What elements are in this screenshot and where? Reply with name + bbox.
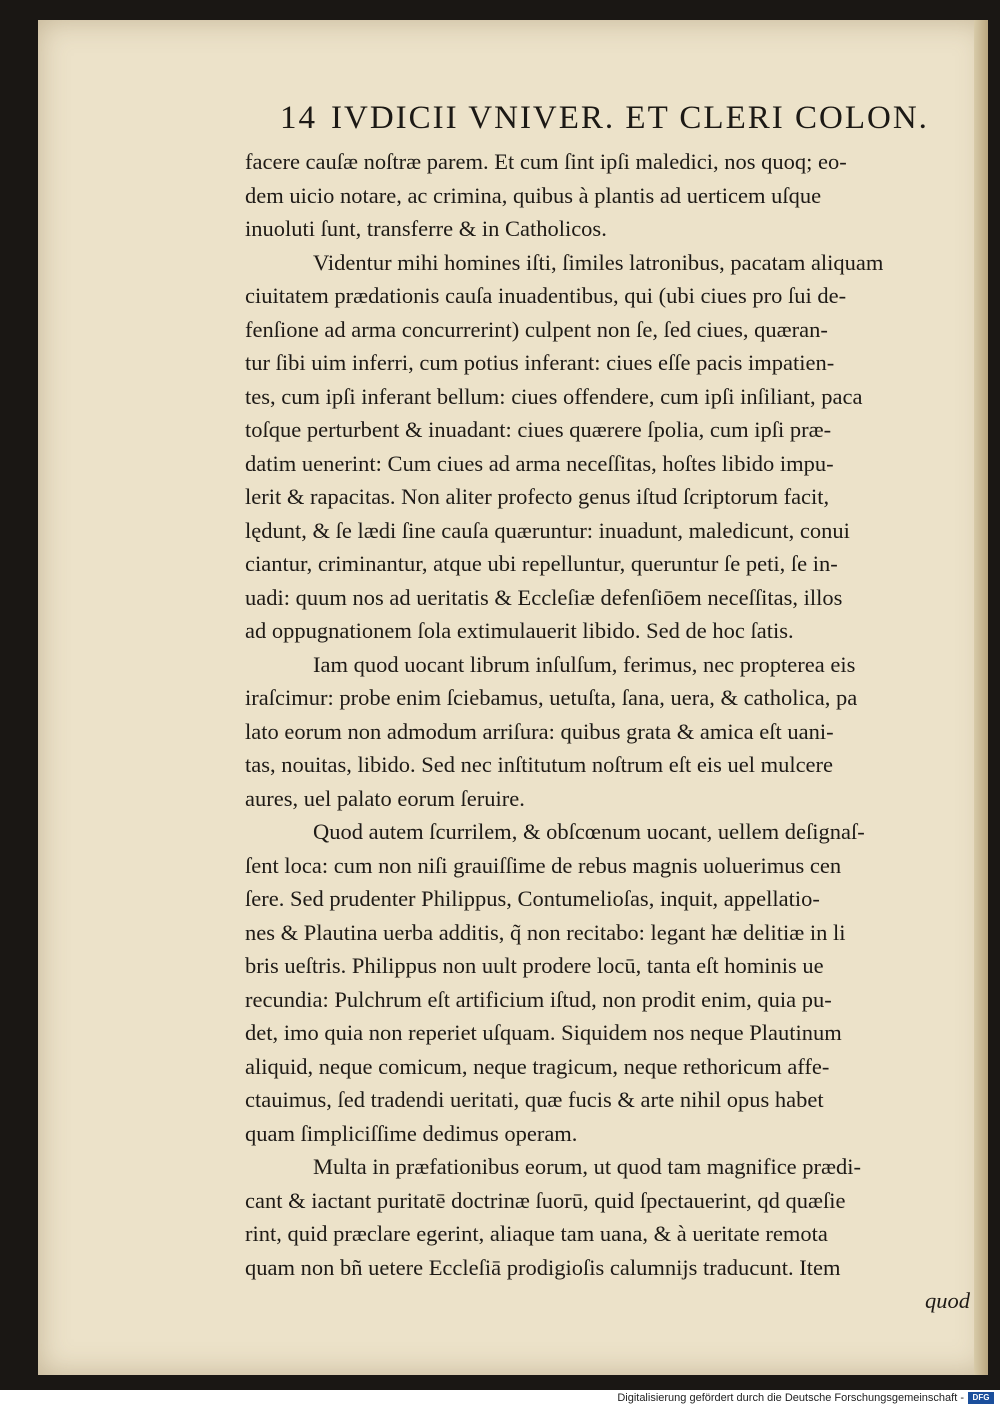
text-line: lato eorum non admodum arriſura: quibus grata & amica eſt uani-	[245, 718, 834, 744]
text-line: recundia: Pulchrum eſt artificium iſtud, non prodit enim, quia pu-	[245, 986, 832, 1012]
text-line: det, imo quia non reperiet uſquam. Siquidem nos neque Plautinum	[245, 1020, 842, 1045]
text-line: iraſcimur: probe enim ſciebamus, uetuſta, ſana, uera, & catholica, pa	[245, 685, 858, 710]
text-line: quam non bñ uetere Eccleſiā prodigioſis calumnijs traducunt. Item	[245, 1254, 841, 1280]
digitization-credit: Digitalisierung gefördert durch die Deutsche Forschungsgemeinschaft -	[617, 1392, 964, 1404]
text-line: ciantur, criminantur, atque ubi repelluntur, queruntur ſe peti, ſe in-	[245, 551, 838, 576]
text-line: tur ſibi uim inferri, cum potius inferant: ciues eſſe pacis impatien-	[245, 350, 835, 375]
running-title: IVDICII VNIVER. ET CLERI COLON.	[331, 100, 929, 136]
text-line: toſque perturbent & inuadant: ciues quærere ſpolia, cum ipſi præ-	[245, 417, 832, 442]
text-line: bris ueſtris. Philippus non uult prodere locū, tanta eſt hominis ue	[245, 953, 824, 978]
text-line: Multa in præfationibus eorum, ut quod tam magnifice prædi-	[313, 1154, 862, 1179]
page-text	[245, 145, 970, 1318]
page-number: 14	[280, 100, 317, 136]
text-line: aliquid, neque comicum, neque tragicum, neque rethoricum affe-	[245, 1053, 830, 1079]
text-line: tes, cum ipſi inferant bellum: ciues offendere, cum ipſi inſiliant, paca	[245, 383, 863, 409]
text-line: inuoluti ſunt, transferre & in Catholicos.	[245, 216, 607, 241]
text-line: ciuitatem prædationis cauſa inuadentibus, qui (ubi ciues pro ſui de-	[245, 283, 847, 308]
text-line: Quod autem ſcurrilem, & obſcœnum uocant, uellem deſignaſ-	[313, 819, 865, 844]
text-line: datim uenerint: Cum ciues ad arma neceſſitas, hoſtes libido impu-	[245, 450, 834, 476]
text-line: ctauimus, ſed tradendi ueritati, quæ fucis & arte nihil opus habet	[245, 1087, 824, 1112]
text-line: uadi: quum nos ad ueritatis & Eccleſiæ defenſiōem neceſſitas, illos	[245, 584, 843, 610]
text-line: quam ſimpliciſſime dedimus operam.	[245, 1120, 578, 1146]
text-line: nes & Plautina uerba additis, q̃ non recitabo: legant hæ delitiæ in li	[245, 919, 846, 945]
text-line: dem uicio notare, ac crimina, quibus à plantis ad uerticem uſque	[245, 182, 822, 208]
text-line: lędunt, & ſe lædi ſine cauſa quæruntur: inuadunt, maledicunt, conui	[245, 517, 850, 543]
dfg-logo: DFG	[968, 1392, 994, 1404]
text-line: tas, nouitas, libido. Sed nec inſtitutum noſtrum eſt eis uel mulcere	[245, 752, 834, 777]
text-line: rint, quid præclare egerint, aliaque tam uana, & à ueritate remota	[245, 1221, 828, 1246]
text-line: lerit & rapacitas. Non aliter profecto genus iſtud ſcriptorum facit,	[245, 484, 830, 509]
text-line: ſere. Sed prudenter Philippus, Contumelioſas, inquit, appellatio-	[245, 886, 820, 911]
text-line: ad oppugnationem ſola extimulauerit libido. Sed de hoc ſatis.	[245, 618, 794, 643]
text-line: aures, uel palato eorum ſeruire.	[245, 785, 525, 811]
catchword: quod	[925, 1288, 970, 1313]
text-line: facere cauſæ noſtræ parem. Et cum ſint ipſi maledici, nos quoq; eo-	[245, 149, 847, 174]
page-edge	[974, 20, 988, 1375]
text-line: Videntur mihi homines iſti, ſimiles latronibus, pacatam aliquam	[313, 249, 884, 275]
text-line: cant & iactant puritatē doctrinæ ſuorū, quid ſpectauerint, qd quæſie	[245, 1187, 846, 1213]
running-header	[280, 100, 940, 137]
text-line: fenſione ad arma concurrerint) culpent non ſe, ſed ciues, quæran-	[245, 316, 828, 342]
text-line: Iam quod uocant librum inſulſum, ferimus, nec propterea eis	[313, 651, 856, 677]
text-line: ſent loca: cum non niſi grauiſſime de rebus magnis uoluerimus cen	[245, 852, 842, 878]
